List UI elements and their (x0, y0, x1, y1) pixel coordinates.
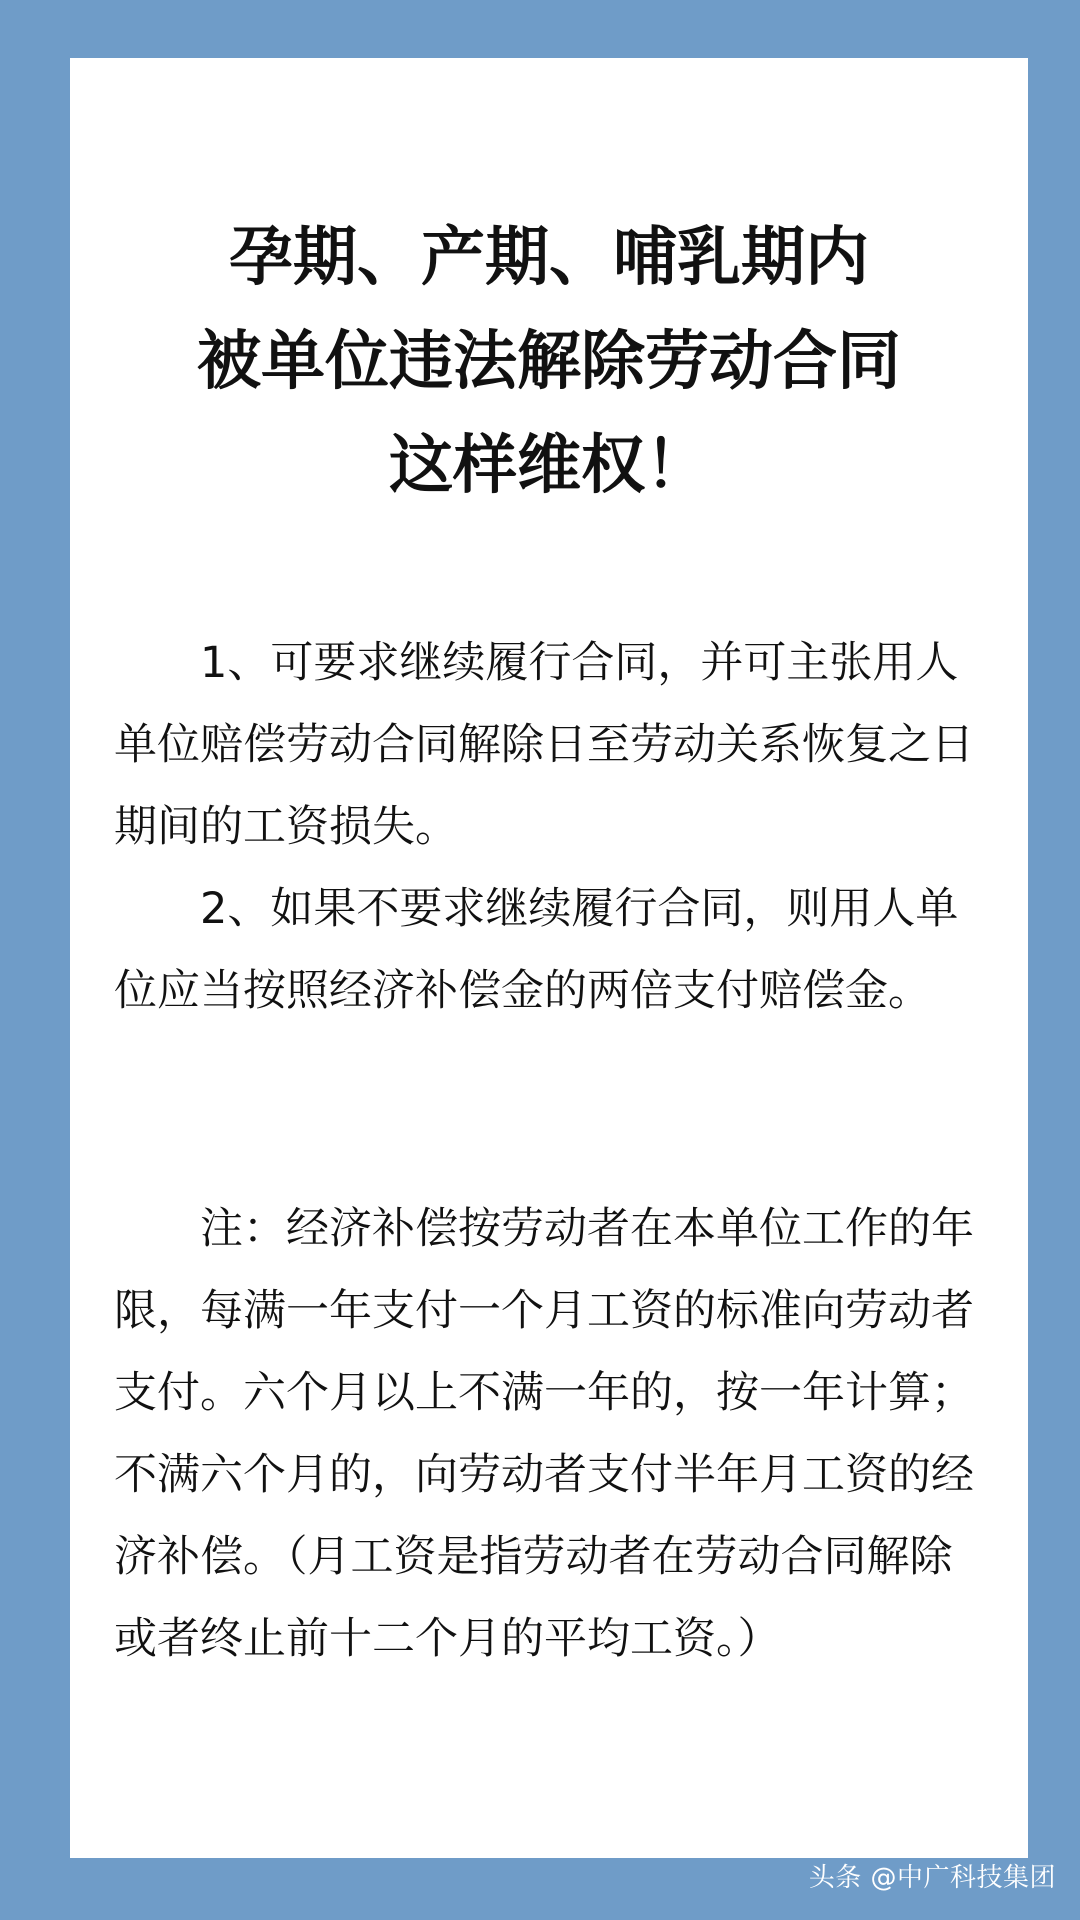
title-line-2: 被单位违法解除劳动合同 (197, 325, 901, 399)
page-title (70, 206, 1028, 518)
title-line-1: 孕期、产期、哺乳期内 (229, 221, 869, 295)
paragraph-2-block (114, 868, 984, 1032)
content-card (70, 58, 1028, 1858)
note-block (114, 1188, 984, 1680)
paragraph-1-block (114, 622, 984, 868)
title-line-3: 这样维权！ (389, 429, 709, 503)
paragraph-2: 2、如果不要求继续履行合同，则用人单位应当按照经济补偿金的两倍支付赔偿金。 (114, 884, 959, 1016)
source-watermark: 头条 @中广科技集团 (808, 1863, 1056, 1893)
paragraph-1: 1、可要求继续履行合同，并可主张用人单位赔偿劳动合同解除日至劳动关系恢复之日期间的工资损失。 (114, 638, 974, 852)
note-paragraph: 注：经济补偿按劳动者在本单位工作的年限，每满一年支付一个月工资的标准向劳动者支付。六个月以上不满一年的，按一年计算；不满六个月的，向劳动者支付半年月工资的经济补偿。（月工资是指劳动者在劳动合同解除或者终止前十二个月的平均工资。） (114, 1204, 974, 1664)
